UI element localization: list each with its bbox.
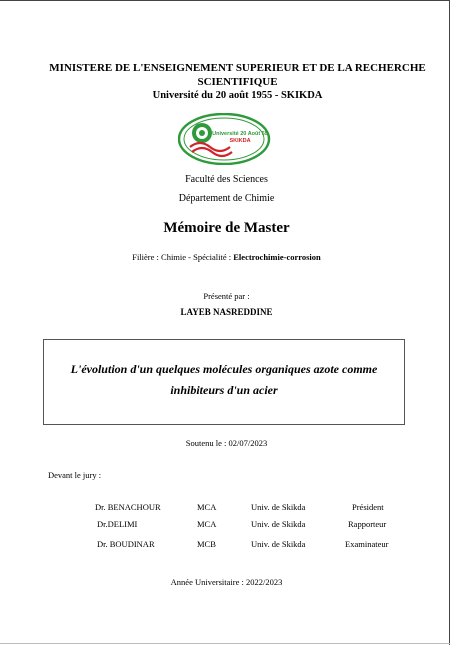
ministry-header [40,61,435,103]
ministry-line-2: SCIENTIFIQUE [197,76,278,88]
jury-row [0,539,453,553]
page-frame-bottom [0,643,450,644]
specialty-name: Electrochimie-corrosion [233,252,321,262]
jury-member-university: Univ. de Skikda [251,519,306,529]
jury-label: Devant le jury : [48,470,102,480]
ministry-line-1: MINISTERE DE L'ENSEIGNEMENT SUPERIEUR ET DE LA RECHERCHE [49,62,426,74]
logo-text-line-2: SKIKDA [229,138,251,144]
university-name: Université du 20 août 1955 - SKIKDA [152,90,323,101]
jury-row [0,519,453,533]
defense-date: Soutenu le : 02/07/2023 [185,438,268,448]
thesis-title-line-1: L'évolution d'un quelques molécules organiques azote comme [70,362,378,376]
document-type-title: Mémoire de Master [163,220,290,236]
thesis-title-box [43,339,405,425]
field-prefix: Filière : Chimie - Spécialité : [132,252,234,262]
jury-member-grade: MCA [197,502,217,512]
logo-text-line-1: Université 20 Août 55 [212,131,268,137]
jury-member-name: Dr.DELIMI [97,519,138,529]
jury-member-grade: MCB [197,539,216,549]
jury-member-name: Dr. BOUDINAR [97,539,155,549]
field-specialty [0,252,453,262]
author-name: LAYEB NASREDDINE [180,307,273,317]
jury-member-role: Président [352,502,384,512]
jury-member-university: Univ. de Skikda [251,539,306,549]
faculty-name: Faculté des Sciences [185,174,268,185]
jury-member-university: Univ. de Skikda [251,502,306,512]
jury-member-name: Dr. BENACHOUR [95,502,161,512]
jury-member-role: Rapporteur [348,519,387,529]
jury-member-grade: MCA [197,519,217,529]
thesis-title-line-2: inhibiteurs d'un acier [170,383,278,397]
university-logo [178,113,271,165]
presented-by-label: Présenté par : [203,291,250,301]
thesis-title [44,359,404,401]
jury-member-role: Examinateur [345,539,389,549]
page-frame-top [0,0,450,1]
academic-year: Année Universitaire : 2022/2023 [170,577,283,587]
jury-row [0,502,453,516]
department-name: Département de Chimie [178,193,275,204]
